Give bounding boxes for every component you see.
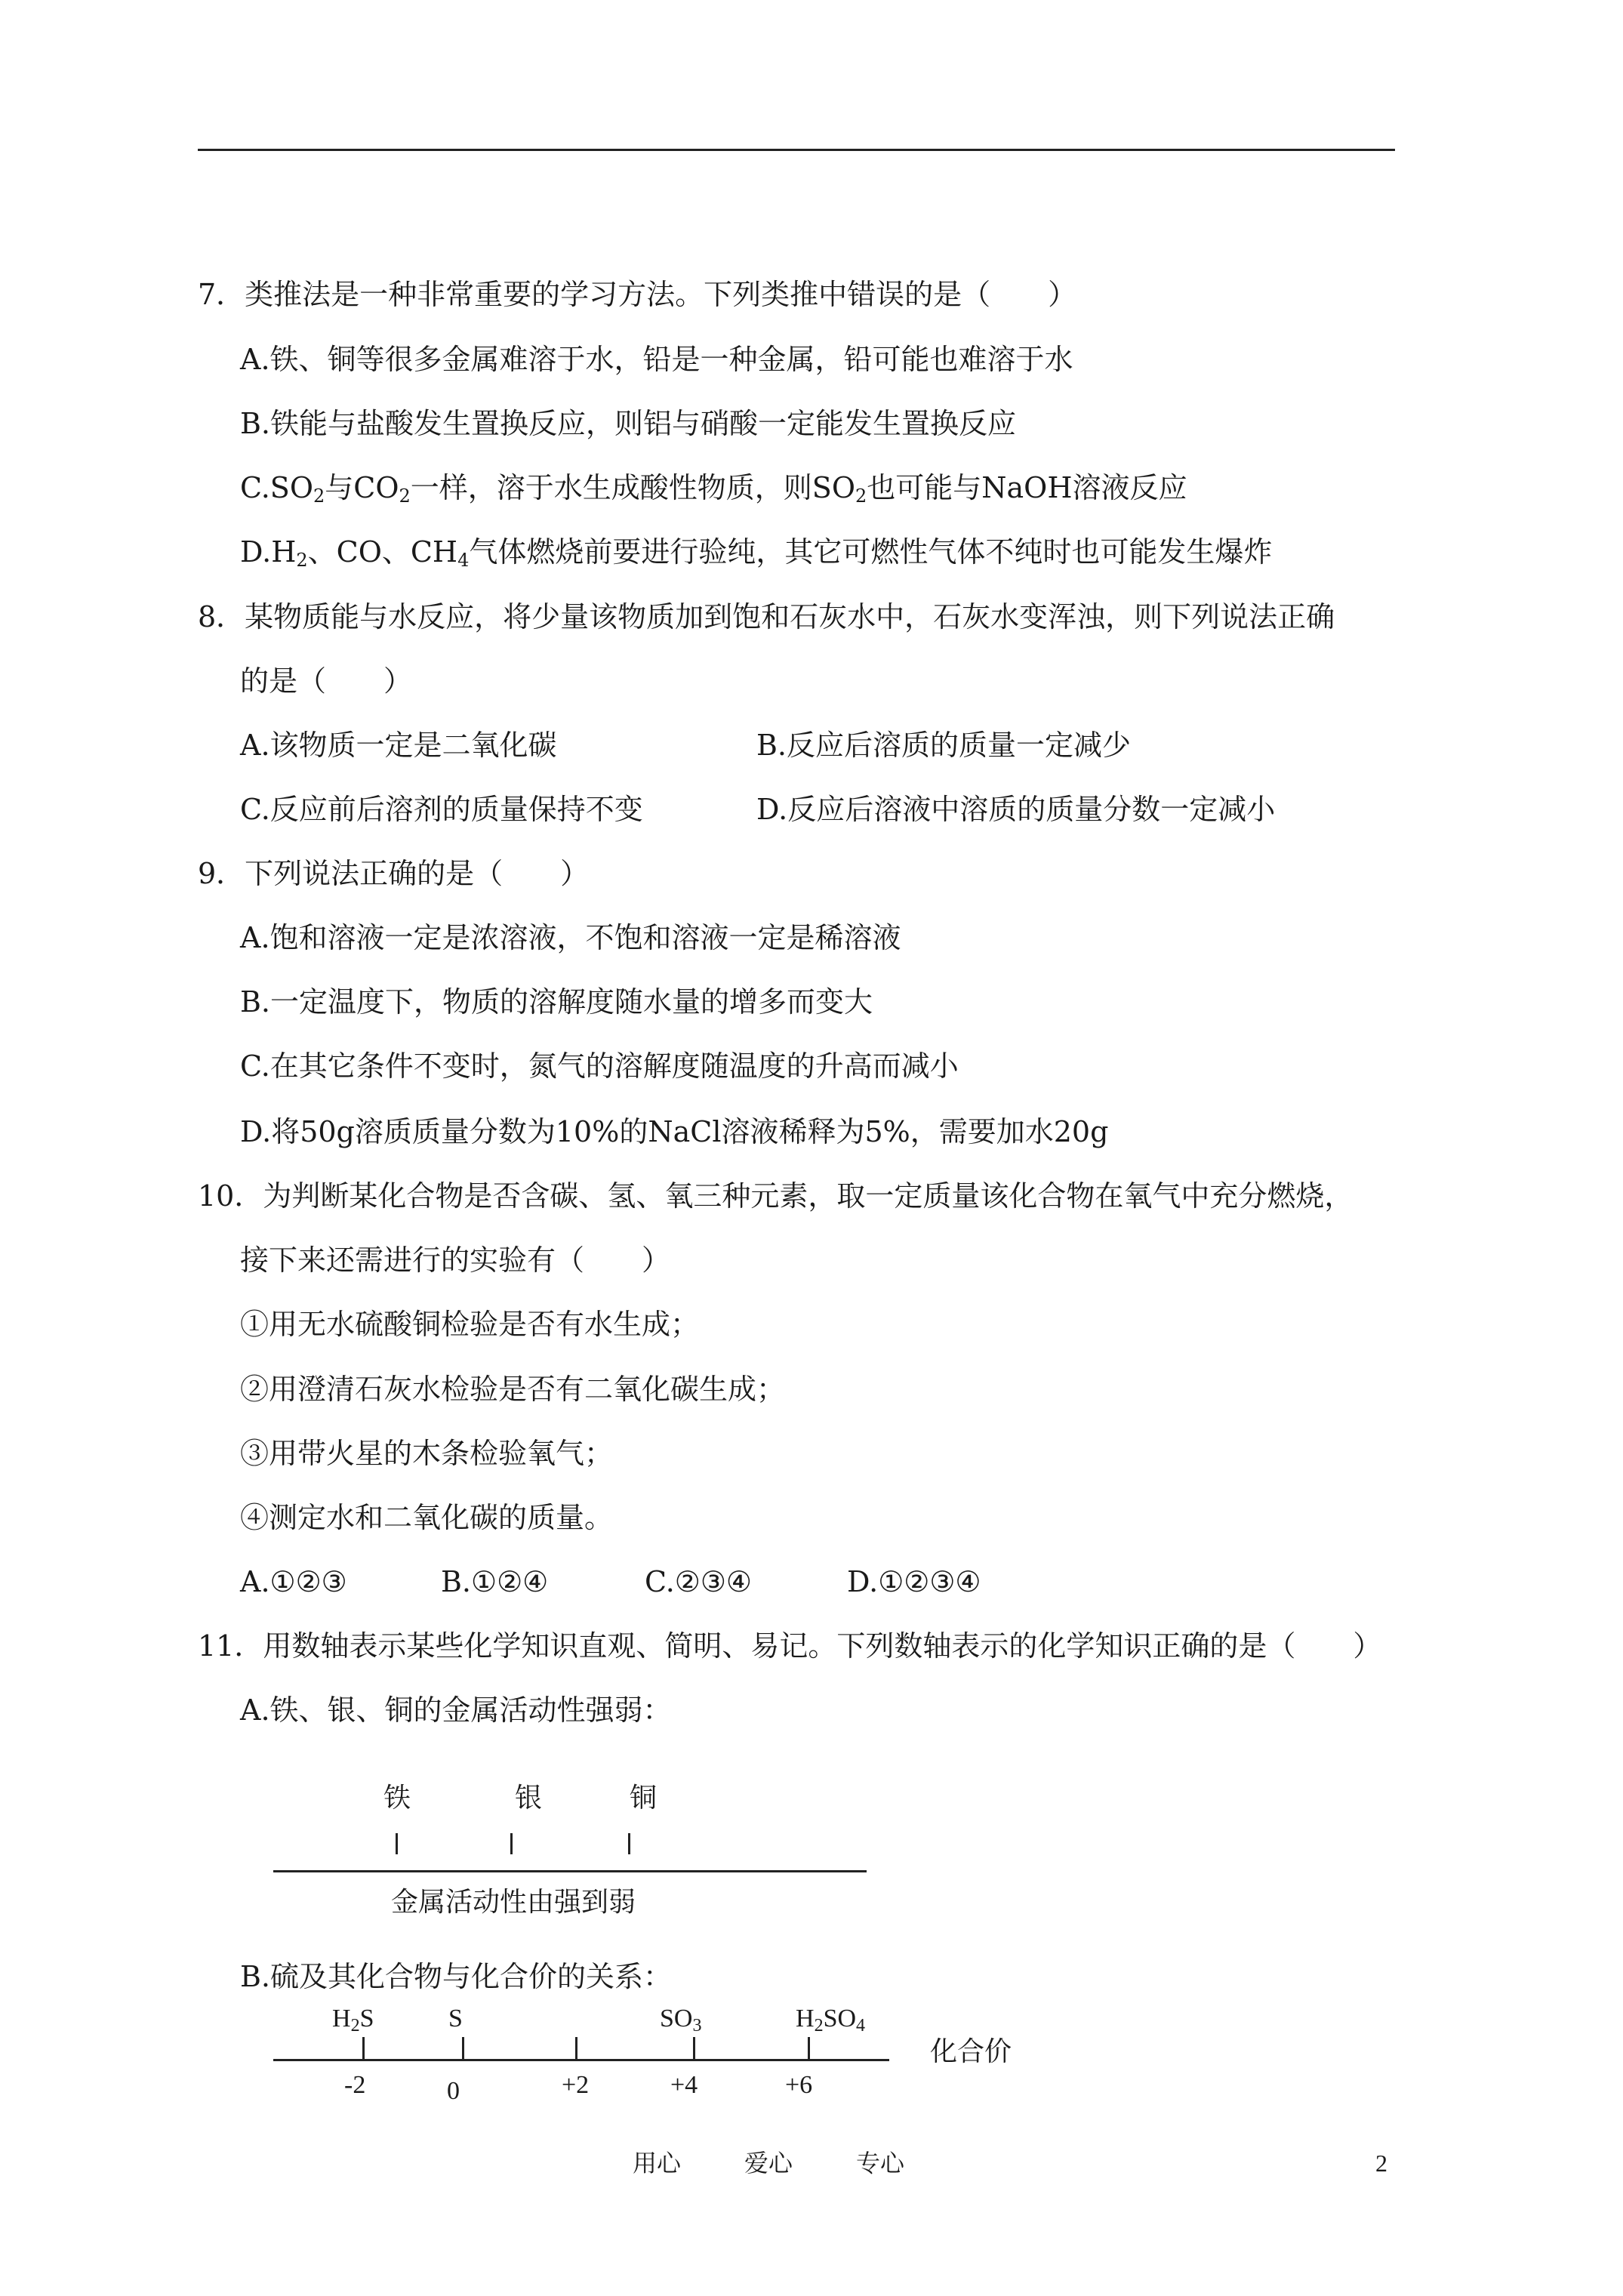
q8-stem-line2: 的是（ ） [240,664,413,698]
axis-a-label-silver: 银 [515,1783,543,1814]
axis-b-label-so3: $SO_3$ [660,2005,702,2036]
axis-b-label-h2s: $H_2S$ [332,2005,374,2036]
axis-b-tick [575,2037,577,2060]
axis-a-tick [628,1833,630,1854]
axis-a-label-copper: 铜 [630,1783,658,1814]
footer-word-2: 爱心 [744,2149,793,2177]
q10-option-b: B.①②④ [441,1565,549,1598]
q7-option-c: $C.SO_2$与$CO_2$一样，溶于水生成酸性物质，则$SO_2$也可能与NaOH溶液反应 [240,471,1187,507]
axis-a-tick [396,1833,398,1854]
axis-b-value: 0 [447,2077,460,2105]
q8-option-c: C.反应前后溶剂的质量保持不变 [240,793,643,826]
axis-b-tick [693,2037,695,2060]
q10-stem-line1: 10．为判断某化合物是否含碳、氢、氧三种元素，取一定质量该化合物在氧气中充分燃烧， [198,1179,1354,1213]
axis-a-tick [510,1833,513,1854]
q10-statement-3: ③用带火星的木条检验氧气； [240,1437,614,1470]
q10-statement-4: ④测定水和二氧化碳的质量。 [240,1501,614,1534]
axis-a-label-iron: 铁 [383,1783,411,1814]
q10-option-c: C.②③④ [645,1565,752,1598]
axis-a-caption: 金属活动性由强到弱 [391,1887,636,1918]
q10-statement-2: ②用澄清石灰水检验是否有二氧化碳生成； [240,1373,786,1406]
footer-word-1: 用心 [633,2149,682,2177]
q10-statement-1: ①用无水硫酸铜检验是否有水生成； [240,1308,700,1341]
q9-option-c: C.在其它条件不变时，氮气的溶解度随温度的升高而减小 [240,1049,959,1083]
q10-option-d: D.①②③④ [847,1565,981,1598]
axis-b-value: +4 [670,2071,698,2099]
q7-option-d: $D.H_2$、CO、$CH_4$气体燃烧前要进行验纯，其它可燃性气体不纯时也可能发生爆炸 [240,535,1273,571]
page-number: 2 [1375,2150,1387,2177]
axis-b-tick [808,2037,810,2060]
axis-b-tick [462,2037,464,2060]
q11-option-b: B.硫及其化合物与化合价的关系： [240,1960,673,1993]
q8-option-a: A.该物质一定是二氧化碳 [240,729,557,762]
q7-stem: 7．类推法是一种非常重要的学习方法。下列类推中错误的是（ ） [198,278,1077,311]
q7-option-a: A.铁、铜等很多金属难溶于水，铅是一种金属，铅可能也难溶于水 [240,343,1073,376]
axis-b-line [273,2059,889,2061]
q9-stem: 9．下列说法正确的是（ ） [198,857,590,890]
axis-b-caption: 化合价 [930,2036,1012,2067]
q9-option-b: B.一定温度下，物质的溶解度随水量的增多而变大 [240,985,873,1019]
axis-b-value: +2 [562,2071,590,2099]
q8-option-d: D.反应后溶液中溶质的质量分数一定减小 [756,793,1276,826]
q9-option-a: A.饱和溶液一定是浓溶液，不饱和溶液一定是稀溶液 [240,921,901,954]
footer-word-3: 专心 [856,2149,905,2177]
q8-option-b: B.反应后溶质的质量一定减少 [756,729,1132,762]
axis-b-tick [362,2037,365,2060]
axis-a-line [273,1870,867,1872]
q10-option-a: A.①②③ [240,1565,347,1598]
q10-stem-line2: 接下来还需进行的实验有（ ） [240,1244,671,1277]
axis-b-value: +6 [785,2071,813,2099]
axis-b-label-s: S [448,2005,463,2032]
axis-b-label-h2so4: $H_2SO_4$ [796,2005,866,2036]
q11-stem: 11．用数轴表示某些化学知识直观、简明、易记。下列数轴表示的化学知识正确的是（ ） [198,1629,1382,1663]
header-rule [198,149,1395,151]
q7-option-b: B.铁能与盐酸发生置换反应，则铝与硝酸一定能发生置换反应 [240,407,1017,440]
q8-stem-line1: 8．某物质能与水反应，将少量该物质加到饱和石灰水中，石灰水变浑浊，则下列说法正确 [198,600,1335,633]
q11-option-a: A.铁、银、铜的金属活动性强弱： [240,1693,672,1727]
q9-option-d: D.将50g溶质质量分数为10%的NaCl溶液稀释为5%，需要加水20g [240,1115,1109,1148]
axis-b-value: -2 [344,2071,366,2099]
